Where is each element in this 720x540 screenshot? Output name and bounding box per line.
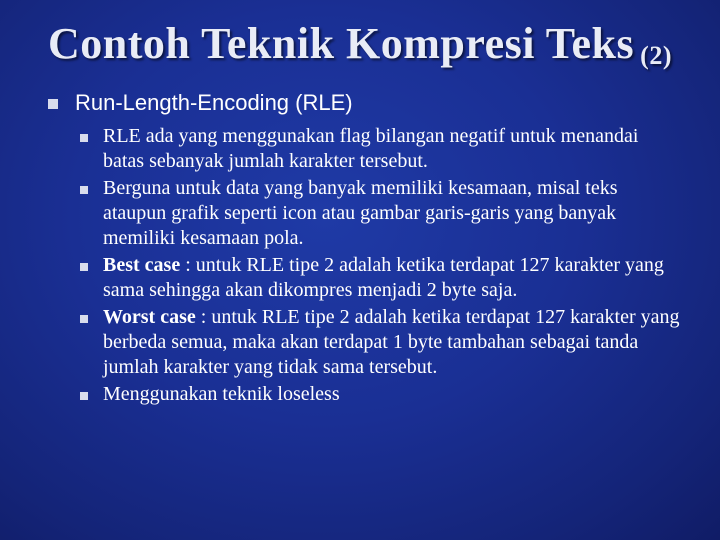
slide-title (0, 18, 720, 69)
sub-bullet-body: : untuk RLE tipe 2 adalah ketika terdapat 127 karakter yang berbeda semua, maka akan terdapat 1 byte tambahan sebagai tanda jumlah karakter yang tidak sama tersebut. (103, 306, 680, 378)
sub-bullet-item (80, 382, 680, 407)
sub-bullet-body: : untuk RLE tipe 2 adalah ketika terdapat 127 karakter yang sama sehingga akan dikompres menjadi 2 byte saja. (103, 254, 664, 301)
sub-bullet-text (103, 253, 680, 303)
square-bullet-icon (80, 315, 88, 323)
sub-bullet-text (103, 124, 680, 174)
sub-bullet-bold: Best case (103, 254, 181, 276)
sub-bullet-text (103, 176, 680, 251)
square-bullet-icon (80, 392, 88, 400)
square-bullet-icon (80, 134, 88, 142)
square-bullet-icon (80, 263, 88, 271)
sub-bullet-body: Menggunakan teknik loseless (103, 383, 340, 405)
main-bullet-text: Run-Length-Encoding (RLE) (75, 90, 353, 115)
sub-bullet-bold: Worst case (103, 306, 196, 328)
slide-title-text: Contoh Teknik Kompresi Teks (48, 19, 635, 68)
sub-bullet-item (80, 176, 680, 251)
sub-bullet-text (103, 382, 680, 407)
sub-bullet-body: RLE ada yang menggunakan flag bilangan negatif untuk menandai batas sebanyak jumlah karakter tersebut. (103, 125, 639, 172)
sub-bullet-list (80, 124, 680, 409)
sub-bullet-text (103, 305, 680, 380)
square-bullet-icon (80, 186, 88, 194)
square-bullet-icon (48, 99, 58, 109)
sub-bullet-item (80, 124, 680, 174)
sub-bullet-body: Berguna untuk data yang banyak memiliki kesamaan, misal teks ataupun grafik seperti icon atau gambar garis-garis yang banyak memiliki kesamaan pola. (103, 177, 618, 249)
sub-bullet-item (80, 305, 680, 380)
main-bullet-item (48, 90, 353, 116)
slide-title-suffix: (2) (640, 41, 672, 70)
sub-bullet-item (80, 253, 680, 303)
